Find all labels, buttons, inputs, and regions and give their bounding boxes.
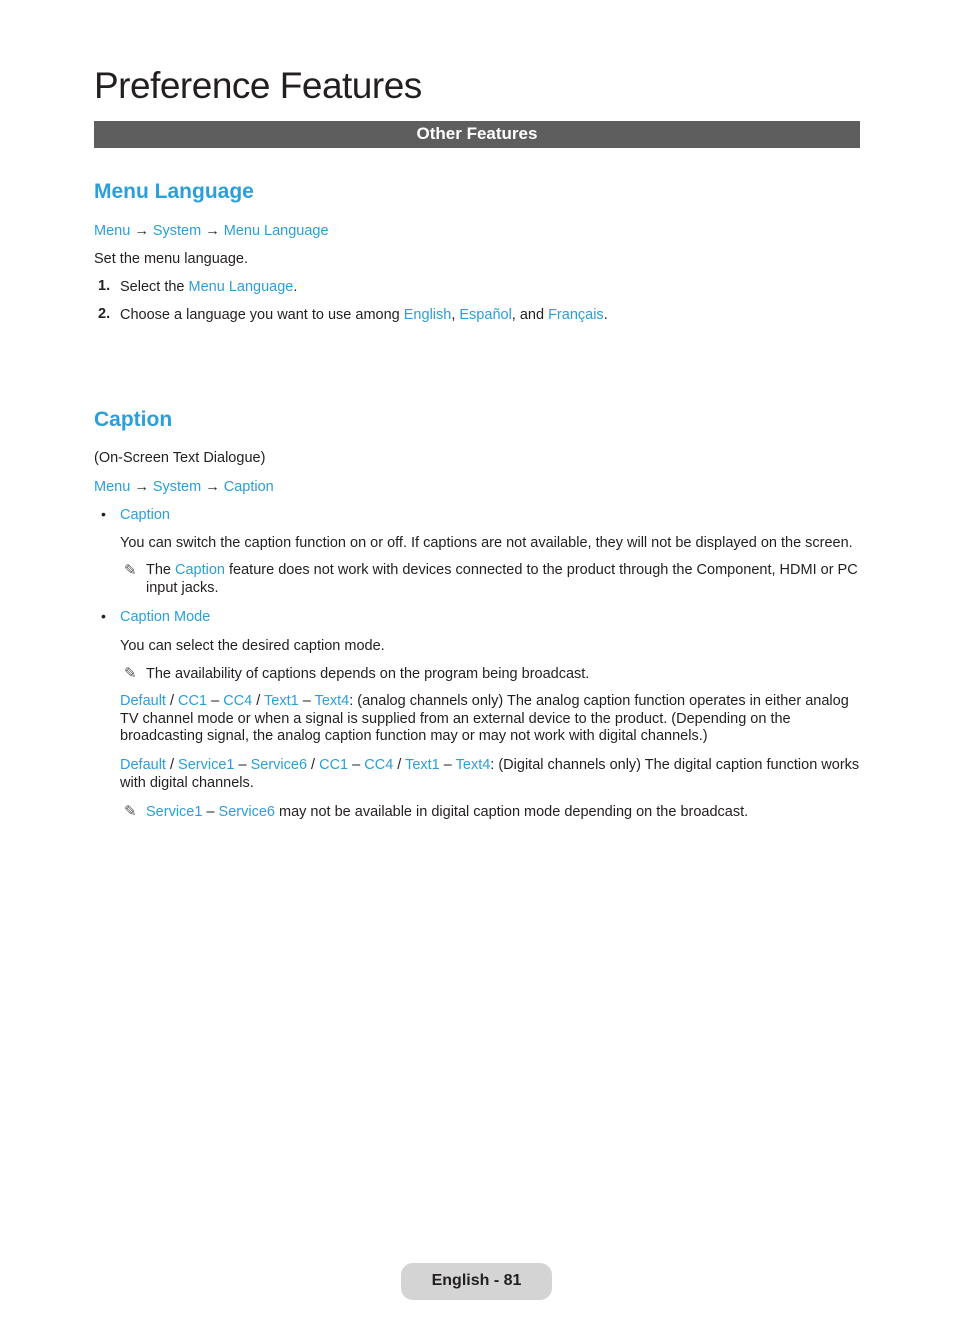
digital-caption-paragraph: Default / Service1 – Service6 / CC1 – CC4 / Text1 – Text4: (Digital channels only) The digital caption function works with digital channels.	[120, 757, 860, 791]
option-default[interactable]: Default	[120, 693, 166, 709]
bullet-dot-icon: •	[101, 506, 106, 522]
option-text4[interactable]: Text4	[314, 693, 350, 709]
path-arrow: →	[205, 479, 220, 495]
option-service6[interactable]: Service6	[218, 804, 275, 820]
caption-heading: Caption	[94, 408, 173, 431]
path-system[interactable]: System	[152, 223, 202, 239]
step-number: 1.	[98, 278, 111, 294]
option-cc1[interactable]: CC1	[319, 757, 349, 773]
menu-language-intro: Set the menu language.	[94, 251, 248, 267]
pencil-icon: ✎	[124, 803, 137, 820]
option-service6[interactable]: Service6	[250, 757, 308, 773]
caption-subtitle: (On-Screen Text Dialogue)	[94, 450, 266, 466]
option-service1[interactable]: Service1	[178, 757, 235, 773]
pencil-icon: ✎	[124, 562, 137, 579]
menu-language-link[interactable]: Menu Language	[188, 279, 294, 295]
option-service1[interactable]: Service1	[146, 804, 203, 820]
caption-path	[94, 478, 274, 496]
menu-language-heading: Menu Language	[94, 180, 254, 203]
section-bar: Other Features	[94, 121, 860, 148]
caption-mode-text: You can select the desired caption mode.	[120, 638, 385, 654]
option-espanol[interactable]: Español	[459, 307, 512, 323]
path-caption[interactable]: Caption	[223, 479, 274, 495]
service-note: ✎ Service1 – Service6 may not be available in digital caption mode depending on the broadcast.	[124, 803, 749, 820]
caption-bullet-text: You can switch the caption function on or off. If captions are not available, they will not be displayed on the screen.	[120, 535, 853, 551]
option-english[interactable]: English	[403, 307, 452, 323]
pencil-icon: ✎	[124, 665, 137, 682]
option-francais[interactable]: Français	[548, 307, 604, 323]
path-menu[interactable]: Menu	[94, 223, 131, 239]
page-title: Preference Features	[94, 65, 422, 106]
path-menu-language[interactable]: Menu Language	[223, 223, 329, 239]
path-system[interactable]: System	[152, 479, 202, 495]
menu-language-path	[94, 222, 329, 240]
option-cc1[interactable]: CC1	[178, 693, 208, 709]
option-text4[interactable]: Text4	[455, 757, 491, 773]
step-number: 2.	[98, 306, 111, 322]
option-cc4[interactable]: CC4	[223, 693, 253, 709]
path-menu[interactable]: Menu	[94, 479, 131, 495]
option-cc4[interactable]: CC4	[364, 757, 394, 773]
step-1: Select the Menu Language.	[120, 279, 298, 295]
caption-mode-note: ✎ The availability of captions depends on the program being broadcast.	[124, 665, 590, 682]
page-number-badge: English - 81	[401, 1263, 552, 1300]
path-arrow: →	[205, 223, 220, 239]
caption-note-link[interactable]: Caption	[175, 562, 225, 578]
caption-mode-bullet-label[interactable]: Caption Mode	[120, 609, 211, 625]
option-text1[interactable]: Text1	[405, 757, 440, 773]
option-text1[interactable]: Text1	[264, 693, 299, 709]
caption-note: ✎ The Caption feature does not work with devices connected to the product through the Component, HDMI or PC input jacks.	[124, 562, 858, 596]
option-default[interactable]: Default	[120, 757, 166, 773]
caption-bullet-label[interactable]: Caption	[120, 507, 170, 523]
path-arrow: →	[134, 223, 149, 239]
step-2: Choose a language you want to use among English, Español, and Français.	[120, 307, 608, 323]
bullet-dot-icon: •	[101, 608, 106, 624]
analog-caption-paragraph: Default / CC1 – CC4 / Text1 – Text4: (analog channels only) The analog caption function operates in either analog TV channel mode or when a signal is supplied from an external device to the product. (Depending on the broadcasting signal, the analog caption function may or may not work with digital channels.)	[120, 693, 849, 744]
path-arrow: →	[134, 479, 149, 495]
